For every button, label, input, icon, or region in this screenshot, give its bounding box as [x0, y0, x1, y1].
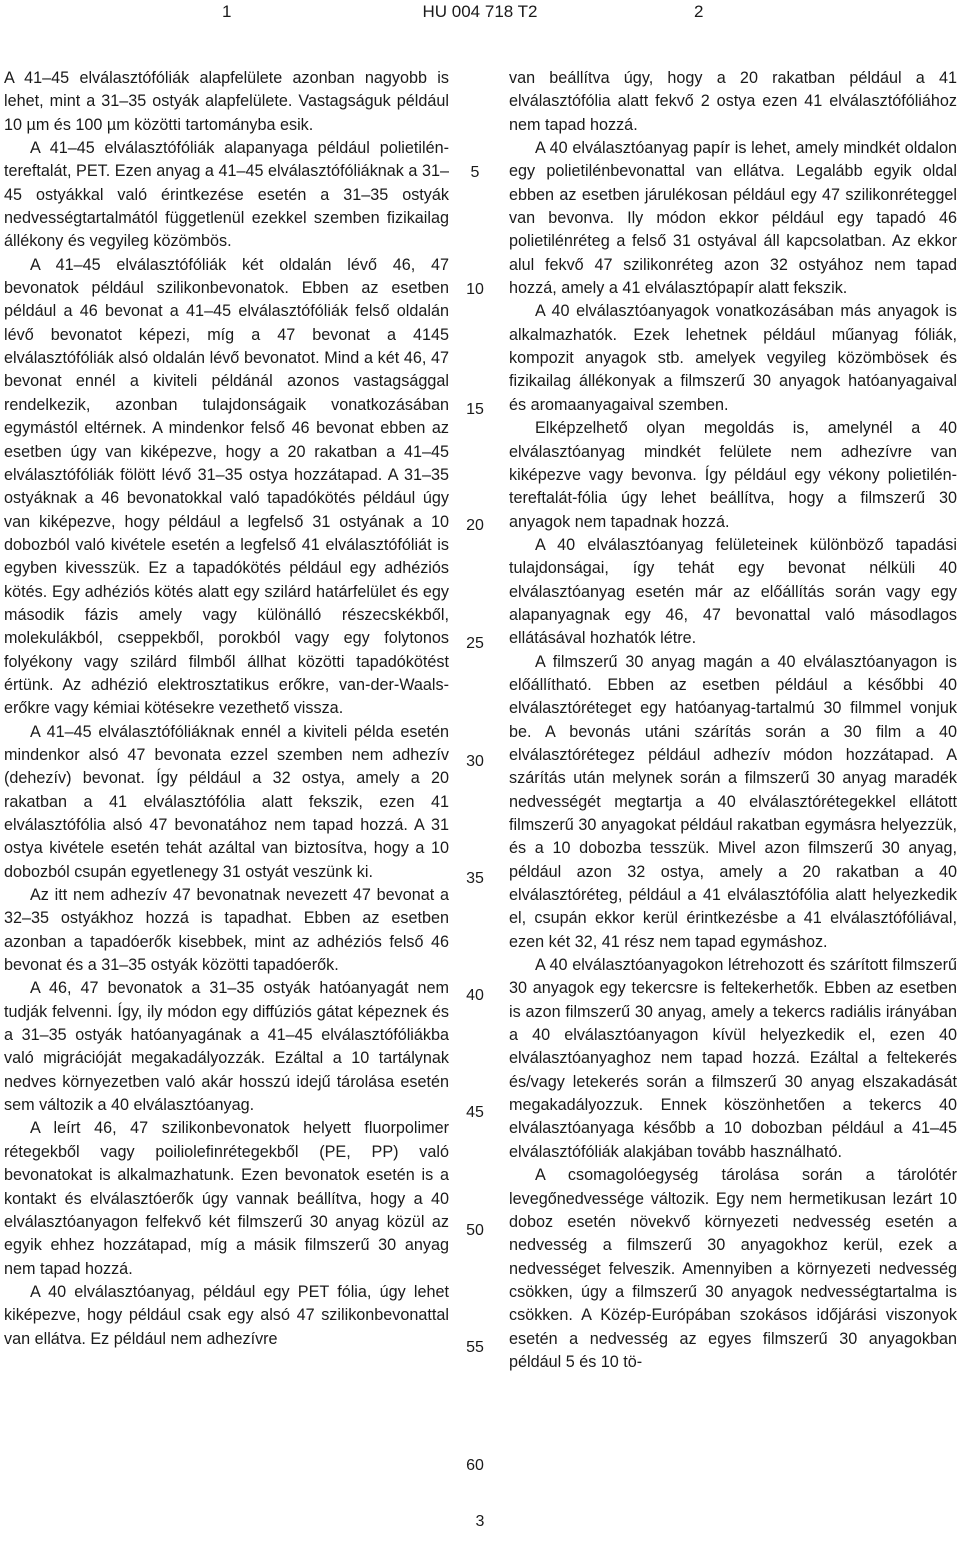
- paragraph: A 41–45 elválasztófóliák alapanyaga például polietilén-tereftalát, PET. Ezen anyag a 41–45 elválasztófóliáknak a 31–45 ostyákkal való érintkezése esetén a 31–35 ostyák nedvességtartalmától függetlenül ezekkel szemben fizikailag állékony és vegyileg közömbös.: [4, 139, 449, 251]
- line-number: 35: [466, 870, 484, 887]
- line-number: 45: [466, 1104, 484, 1121]
- page-number-footer: 3: [475, 1513, 485, 1530]
- paragraph: A 40 elválasztóanyagok vonatkozásában más anyagok is alkalmazhatók. Ezek lehetnek például műanyag fóliák, kompozit anyagok stb. amelyek vegyileg közömbösek és fizikailag állékonyak a filmszerű 30 anyagok hatóanyagaival és aromaanyagaival szemben.: [509, 302, 957, 414]
- left-text-column: [4, 67, 449, 1351]
- paragraph: A 40 elválasztóanyag papír is lehet, amely mindkét oldalon egy polietilénbevonattal van ellátva. Legalább egyik oldal ebben az esetben járulékosan például egy 47 szilikonréteggel van bevonva. Ily módon ekkor például egy tapadó 46 polietilénréteg a felső 31 ostyával áll kapcsolatban. Az ekkor alul fekvő 47 szilikonréteg azon 32 ostyához nem tapad hozzá, amely a 41 elválasztópapír alatt fekszik.: [509, 139, 957, 298]
- paragraph: Az itt nem adhezív 47 bevonatnak nevezett 47 bevonat a 32–35 ostyákhoz hozzá is tapadhat. Ebben az esetben azonban a tapadóerők kisebbek, mint az adhéziós felső 46 bevonat és a 31–35 ostyák közötti tapadóerők.: [4, 886, 449, 975]
- line-number: 10: [466, 281, 484, 298]
- line-number: 55: [466, 1339, 484, 1356]
- patent-number: HU 004 718 T2: [422, 2, 538, 21]
- line-number: 25: [466, 635, 484, 652]
- paragraph: A 40 elválasztóanyag felületeinek különböző tapadási tulajdonságai, így tehát egy bevonat nélküli 40 elválasztóanyag esetén már az előállítás során vagy egy alapanyagnak egy 46, 47 bevonattal való másodlagos ellátásával hozhatók létre.: [509, 535, 957, 648]
- paragraph: A csomagolóegység tárolása során a tárolótér levegőnedvessége változik. Egy nem hermetikusan lezárt 10 doboz esetén növekvő környezeti nedvesség esetén a nedvesség a filmszerű 30 anyagokhoz kerül, ezek a nedvességet felveszik. Amennyiben a környezeti nedvesség csökken, úgy a filmszerű 30 anyagok nedvességtartalma is csökken. A Közép-Európában szokásos időjárási viszonyok esetén a nedvesség az egyes filmszerű 30 anyagokban például 5 és 10 tö-: [509, 1166, 957, 1371]
- header-right-page-number: 2: [694, 2, 704, 21]
- right-text-column: [509, 67, 957, 1374]
- paragraph: A 40 elválasztóanyagokon létrehozott és szárított filmszerű 30 anyagok egy tekercsre is feltekerhetők. Ebben az esetben is azon filmszerű 30 anyag, amely a tekercs radiális irányában a 40 elválasztóanyagon kívül helyezkedik el, ezen 40 elválasztóanyaghoz nem tapad hozzá. Ezáltal a feltekerés és/vagy letekerés során a filmszerű 30 anyag elszakadását megakadályozzuk. Ennek köszönhetően a tekercs 40 elválasztóanyaga később a 10 dobozban például a 41–45 elválasztófóliák alakjában tovább használható.: [509, 956, 957, 1161]
- line-number: 40: [466, 987, 484, 1004]
- paragraph: A 40 elválasztóanyag, például egy PET fólia, úgy lehet kiképezve, hogy például csak egy alsó 47 szilikonbevonattal van ellátva. Ez például nem adhezívre: [4, 1282, 449, 1348]
- paragraph: A leírt 46, 47 szilikonbevonatok helyett fluorpolimer rétegekből vagy poiliolefinrétegekből (PE, PP) való bevonatokat is alkalmazhatunk. Ezen bevonatok esetén is a kontakt és elválasztóerők úgy vannak beállítva, hogy a 40 elválasztóanyagon felfekvő két filmszerű 30 anyag közül az egyik ehhez hozzátapad, míg a másik filmszerű 30 anyag nem tapad hozzá.: [4, 1119, 449, 1278]
- line-number: 20: [466, 517, 484, 534]
- line-number: 50: [466, 1222, 484, 1239]
- paragraph: A 41–45 elválasztófóliáknak ennél a kiviteli példa esetén mindenkor alsó 47 bevonata ezzel szemben nem adhezív (dehezív) bevonat. Így például a 32 ostya, amely a 20 rakatban a 41 elválasztófólia alatt fekszik, ezen 41 elválasztófólia alsó 47 bevonatához nem tapad hozzá. A 31 ostya kivétele esetén tehát azáltal van biztosítva, hogy a 10 dobozból csupán egyetlenegy 31 ostyát veszünk ki.: [4, 722, 449, 881]
- line-number: 15: [466, 401, 484, 418]
- header-left-page-number: 1: [222, 2, 232, 21]
- paragraph: A filmszerű 30 anyag magán a 40 elválasztóanyagon is előállítható. Ebben az esetben például a későbbi 40 elválasztóréteget egy hatóanyag-tartalmú 30 filmmel vonjuk be. A bevonás utáni szárítás során a 30 film a 40 elválasztórétegez például adhezív módon hozzátapad. A szárítás után melynek során a filmszerű 30 anyag maradék nedvességét megtartja a 40 elválasztórétegekkel ellátott filmszerű 30 anyagokat például rakatban egymásra helyezzük, és a 10 dobozba tesszük. Mivel azon filmszerű 30 anyag, például azon 32 ostya, amely a 20 rakatban a 40 elválasztóréteg, például a 41 elválasztófólia alatt helyezkedik el, csupán ekkor kerül érintkezésbe a 41 elválasztófóliával, ezen két 32, 41 rész nem tapad egymáshoz.: [509, 652, 957, 951]
- line-number: 60: [466, 1457, 484, 1474]
- paragraph: A 46, 47 bevonatok a 31–35 ostyák hatóanyagát nem tudják felvenni. Így, ily módon egy diffúziós gátat képeznek és a 31–35 ostyák hatóanyagának a 41–45 elválasztófóliákba való migrációját megakadályozzák. Ezáltal a 10 tartálynak nedves környezetben való akár hosszú idejű tárolása esetén sem változik a 40 elválasztóanyag.: [4, 979, 449, 1115]
- paragraph: Elképzelhető olyan megoldás is, amelynél a 40 elválasztóanyag mindkét felülete nem adhezívre van kiképezve vagy bevonva. Így például egy vékony polietilén-tereftalát-fólia úgy lehet beállítva, hogy a filmszerű 30 anyagok nem tapadnak hozzá.: [509, 419, 957, 531]
- paragraph: van beállítva úgy, hogy a 20 rakatban például a 41 elválasztófólia alatt fekvő 2 ostya ezen 41 elválasztófóliához nem tapad hozzá.: [509, 69, 957, 134]
- line-number: 5: [470, 164, 480, 181]
- line-number: 30: [466, 753, 484, 770]
- paragraph: A 41–45 elválasztófóliák két oldalán lévő 46, 47 bevonatok például szilikonbevonatok. Ebben az esetben például a 46 bevonat a 41–45 elválasztófóliák felső oldalán lévő bevonatot képezi, míg a 47 bevonat a 4145 elválasztófóliák alsó oldalán lévő bevonatot. Mind a két 46, 47 bevonat ennél a kiviteli példánál azonos vastagsággal rendelkezik, azonban tulajdonságaik vonatkozásában egymástól eltérnek. A mindenkor felső 46 bevonat ebben az esetben úgy van kiképezve, hogy a 20 rakatban a 41–45 elválasztófóliák fölött lévő 31–35 ostya hozzátapad. A 31–35 ostyáknak a 46 bevonatokkal való tapadókötés például úgy van kiképezve, hogy például a legfelső 31 ostyának a 10 dobozból való kivétele esetén a legfelső 41 elválasztófóliát is egyben kivesszük. Ez a tapadókötés például egy adhéziós kötés. Egy adhéziós kötés alatt egy szilárd határfelület és egy második fázis amely vagy különálló részecskékből, molekulákból, cseppekből, porokból vagy egy folytonos folyékony vagy szilárd filmből állhat közötti tapadókötést értünk. Az adhézió elektrosztatikus erőkre, van-der-Waals-erőkre vagy kémiai kötésekre vezethető vissza.: [4, 255, 449, 718]
- paragraph: A 41–45 elválasztófóliák alapfelülete azonban nagyobb is lehet, mint a 31–35 ostyák alapfelülete. Vastagságuk például 10 µm és 100 µm közötti tartományba esik.: [4, 69, 449, 134]
